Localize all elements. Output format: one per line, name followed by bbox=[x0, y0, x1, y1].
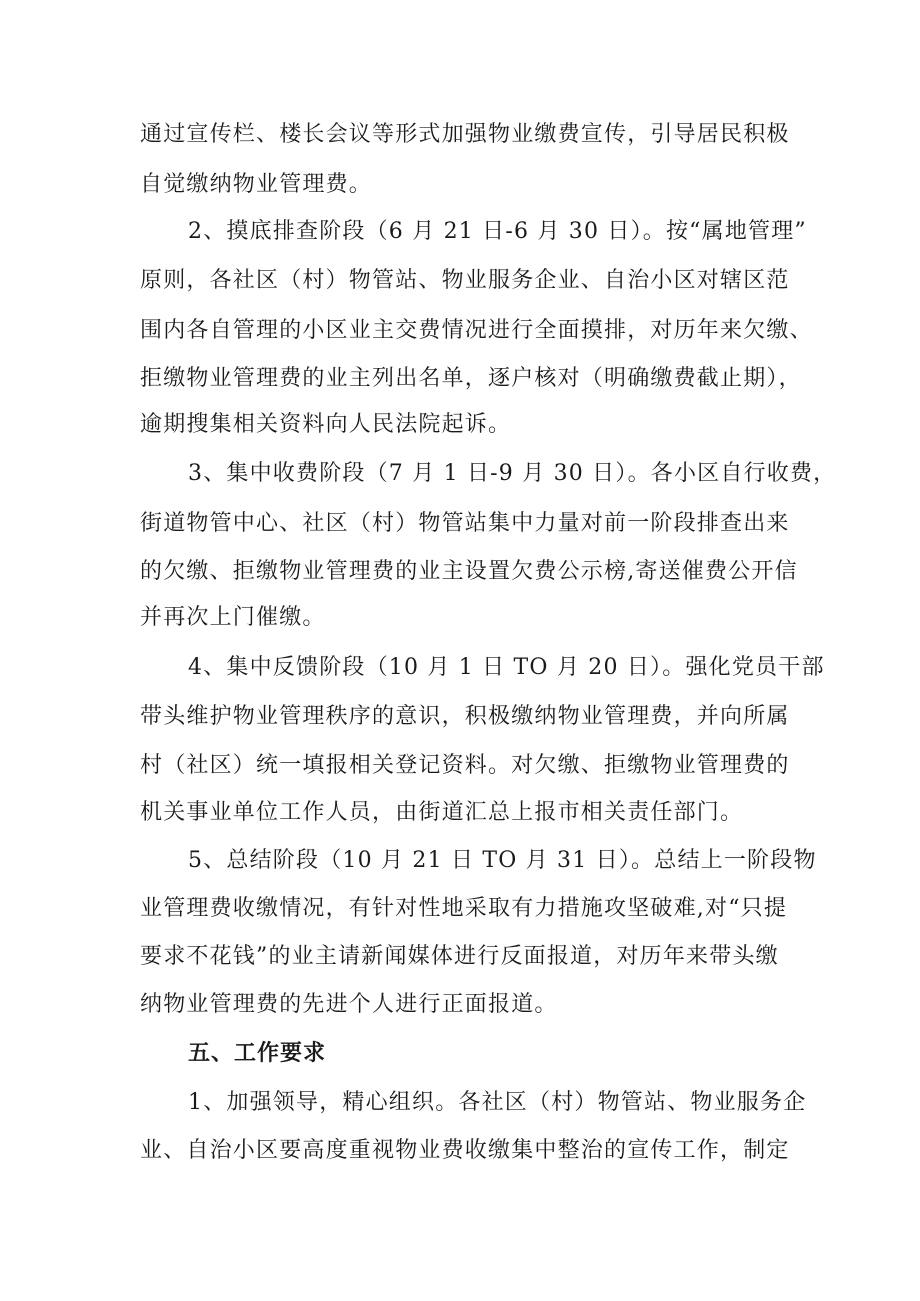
paragraph-requirement-1-start: 1、加强领导，精心组织。各社区（村）物管站、物业服务企 bbox=[188, 1090, 807, 1115]
paragraph-2-start: 2、摸底排查阶段（6 月 21 日-6 月 30 日）。按“属地管理” bbox=[188, 219, 807, 244]
text-line: 原则，各社区（村）物管站、物业服务企业、自治小区对辖区范 bbox=[140, 268, 790, 293]
text-line: 逾期搜集相关资料向人民法院起诉。 bbox=[140, 412, 512, 437]
text-line: 业、自治小区要高度重视物业费收缴集中整治的宣传工作，制定 bbox=[140, 1138, 790, 1163]
text-line: 机关事业单位工作人员，由街道汇总上报市相关责任部门。 bbox=[140, 800, 744, 825]
text-line: 通过宣传栏、楼长会议等形式加强物业缴费宣传，引导居民积极 bbox=[140, 122, 790, 147]
text-line: 街道物管中心、社区（村）物管站集中力量对前一阶段排查出来 bbox=[140, 511, 790, 536]
text-line: 并再次上门催缴。 bbox=[140, 605, 326, 630]
text-line: 业管理费收缴情况，有针对性地采取有力措施攻坚破难,对“只提 bbox=[140, 896, 788, 921]
paragraph-4-start: 4、集中反馈阶段（10 月 1 日 TO 月 20 日）。强化党员干部 bbox=[188, 655, 825, 680]
text-line: 要求不花钱”的业主请新闻媒体进行反面报道，对历年来带头缴 bbox=[140, 944, 779, 969]
text-line: 带头维护物业管理秩序的意识，积极缴纳物业管理费，并向所属 bbox=[140, 704, 790, 729]
paragraph-3-start: 3、集中收费阶段（7 月 1 日-9 月 30 日）。各小区自行收费， bbox=[188, 461, 837, 486]
text-line: 围内各自管理的小区业主交费情况进行全面摸排，对历年来欠缴、 bbox=[140, 318, 813, 343]
paragraph-5-start: 5、总结阶段（10 月 21 日 TO 月 31 日）。总结上一阶段物 bbox=[188, 848, 817, 873]
text-line: 自觉缴纳物业管理费。 bbox=[140, 172, 373, 197]
text-line: 的欠缴、拒缴物业管理费的业主设置欠费公示榜,寄送催费公开信 bbox=[140, 559, 798, 584]
section-heading: 五、工作要求 bbox=[188, 1041, 327, 1066]
text-line: 村（社区）统一填报相关登记资料。对欠缴、拒缴物业管理费的 bbox=[140, 753, 790, 778]
text-line: 纳物业管理费的先进个人进行正面报道。 bbox=[140, 992, 558, 1017]
text-line: 拒缴物业管理费的业主列出名单，逐户核对（明确缴费截止期）， bbox=[140, 366, 802, 391]
